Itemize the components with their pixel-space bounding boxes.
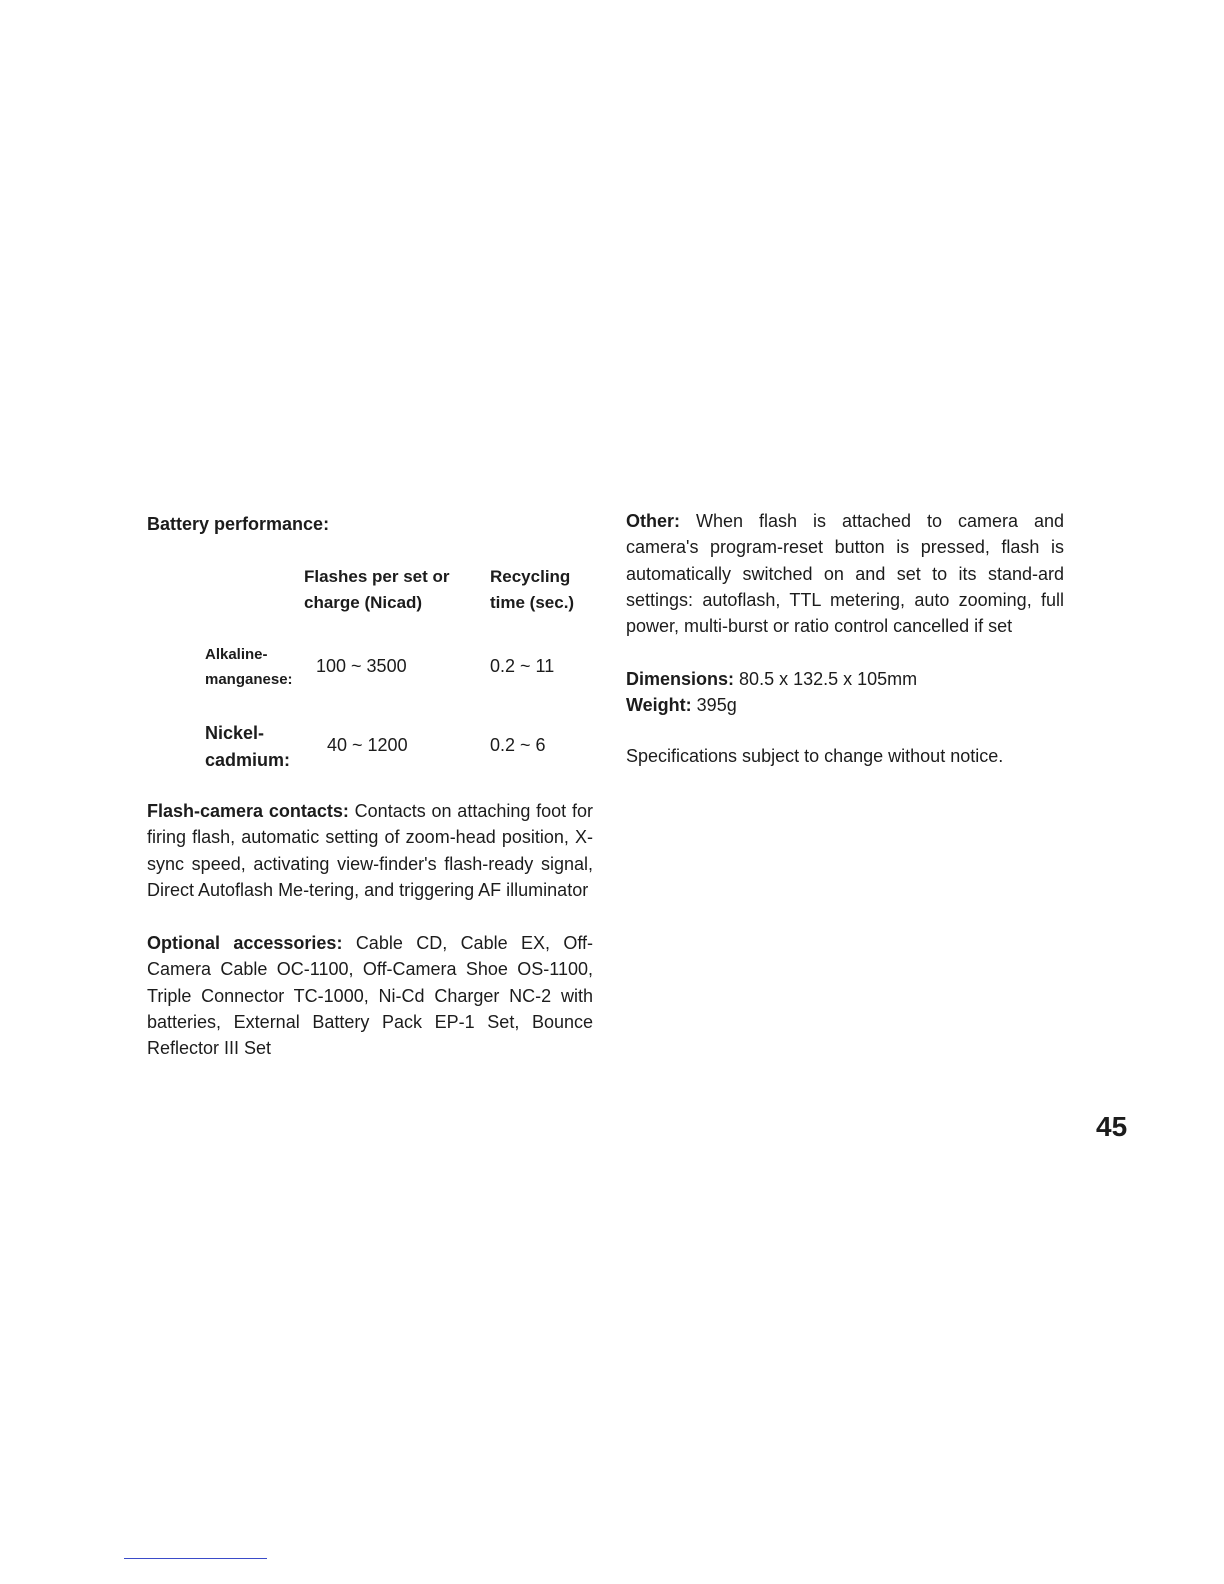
alkaline-flashes-value: 100 ~ 3500 [316,656,407,676]
dimensions-line [626,666,1064,692]
optional-accessories-label: Optional accessories: [147,933,343,953]
weight-label: Weight: [626,695,692,715]
flashes-column-header [304,564,450,616]
dimensions-label: Dimensions: [626,669,735,689]
flash-camera-contacts-text: Contacts on attaching foot for firing flash, automatic setting of zoom-head position, X-sync speed, activating view-finder's flash-ready signal, Direct Autoflash Me-tering, and triggering AF illuminator [147,801,593,900]
flash-camera-contacts-label: Flash-camera contacts: [147,801,349,821]
nicad-label-line-2: cadmium: [205,750,291,770]
other-label: Other: [626,511,680,531]
nicad-flashes-value: 40 ~ 1200 [327,735,408,755]
page-number: 45 [1096,1111,1128,1142]
recycling-header-line-1: Recycling [490,567,571,586]
alkaline-label-line-1: Alkaline- [205,646,268,663]
footer-rule [124,1558,267,1559]
weight-value: 395g [696,695,737,715]
dimensions-value: 80.5 x 132.5 x 105mm [739,669,918,689]
nicad-row-label [205,720,290,774]
alkaline-row-label [205,642,293,692]
flashes-header-line-2: charge (Nicad) [304,593,423,612]
weight-line [626,692,1064,718]
battery-performance-heading: Battery performance: [147,514,330,534]
optional-accessories-paragraph [147,930,593,1061]
flashes-header-line-1: Flashes per set or [304,567,450,586]
flash-camera-contacts-paragraph [147,798,593,903]
specifications-notice: Specifications subject to change without notice. [626,746,1004,766]
other-text: When flash is attached to camera and camera's program-reset button is pressed, flash is automatically switched on and set to its stand-ard settings: autoflash, TTL metering, auto zooming, full power, multi-burst or ratio control cancelled if set [626,511,1064,637]
recycling-column-header [490,564,574,616]
recycling-header-line-2: time (sec.) [490,593,575,612]
nicad-recycling-value: 0.2 ~ 6 [490,735,546,755]
alkaline-recycling-value: 0.2 ~ 11 [490,656,555,676]
alkaline-label-line-2: manganese: [205,671,293,688]
optional-accessories-text: Cable CD, Cable EX, Off-Camera Cable OC-1100, Off-Camera Shoe OS-1100, Triple Connector TC-1000, Ni-Cd Charger NC-2 with batteries, External Battery Pack EP-1 Set, Bounce Reflector III Set [147,933,593,1059]
other-paragraph [626,508,1064,639]
nicad-label-line-1: Nickel- [205,723,265,743]
